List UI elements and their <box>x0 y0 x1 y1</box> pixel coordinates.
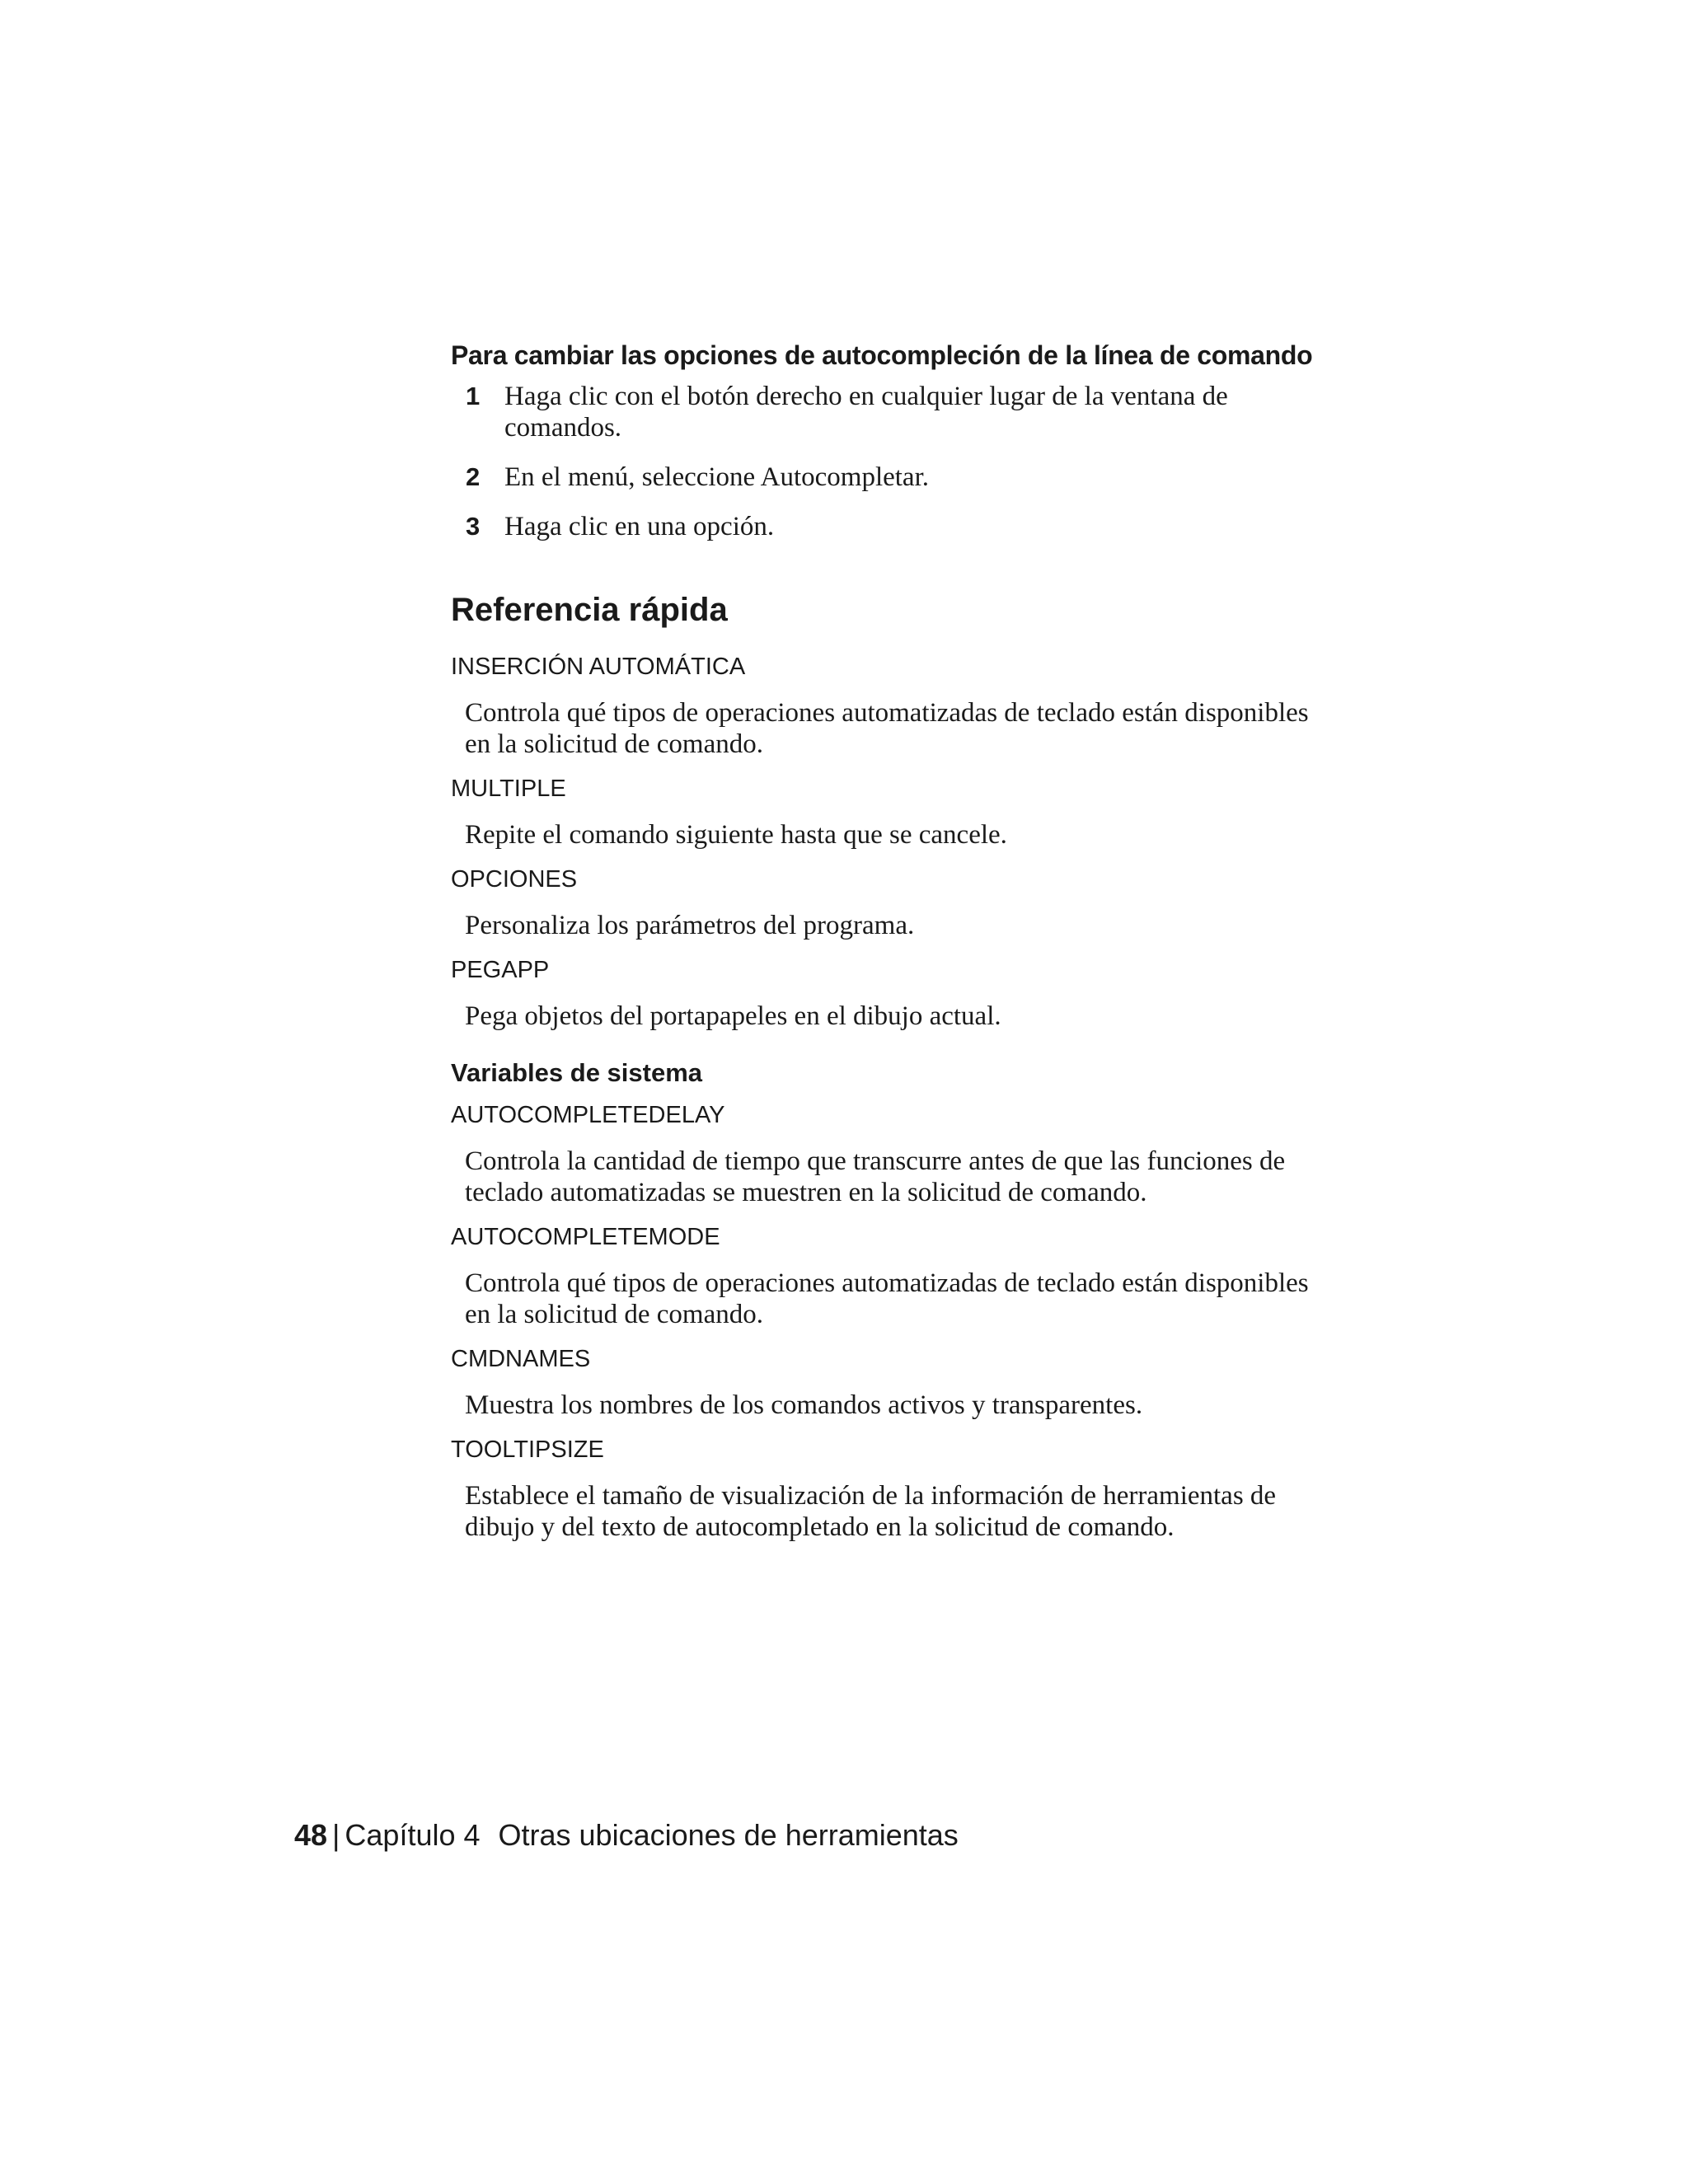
commands-list <box>451 651 1341 1032</box>
step-item <box>451 511 1341 542</box>
footer-separator: | <box>332 1818 340 1852</box>
sysvar-description: Controla qué tipos de operaciones automatizadas de teclado están disponibles en la solicitud de comando. <box>465 1268 1309 1329</box>
command-description: Controla qué tipos de operaciones automatizadas de teclado están disponibles en la solicitud de comando. <box>465 698 1309 759</box>
sysvar-term: CMDNAMES <box>451 1346 591 1372</box>
step-number: 1 <box>466 382 481 410</box>
command-description: Repite el comando siguiente hasta que se cancele. <box>465 820 1007 850</box>
chapter-title: Otras ubicaciones de herramientas <box>498 1818 959 1852</box>
sysvars-list <box>451 1099 1341 1543</box>
command-description: Pega objetos del portapapeles en el dibujo actual. <box>465 1001 1001 1031</box>
subheading-system-variables: Variables de sistema <box>451 1058 703 1087</box>
sysvar-description: Establece el tamaño de visualización de la información de herramientas de dibujo y del texto de autocompletado en la solicitud de comando. <box>465 1481 1277 1542</box>
page-content <box>451 338 1341 1556</box>
sysvar-term: TOOLTIPSIZE <box>451 1436 604 1463</box>
page-number: 48 <box>294 1818 328 1852</box>
step-item <box>451 462 1341 493</box>
sysvar-term: AUTOCOMPLETEMODE <box>451 1224 720 1250</box>
sysvar-description: Controla la cantidad de tiempo que transcurre antes de que las funciones de teclado automatizadas se muestren en la solicitud de comando. <box>465 1146 1286 1207</box>
page-footer <box>294 1817 959 1854</box>
step-text: Haga clic en una opción. <box>504 512 775 541</box>
command-term: MULTIPLE <box>451 776 566 802</box>
sysvar-term: AUTOCOMPLETEDELAY <box>451 1102 725 1128</box>
sysvar-description: Muestra los nombres de los comandos activos y transparentes. <box>465 1390 1143 1420</box>
step-text: En el menú, seleccione Autocompletar. <box>504 462 929 492</box>
command-term: INSERCIÓN AUTOMÁTICA <box>451 654 746 680</box>
chapter-label: Capítulo 4 <box>345 1818 481 1852</box>
command-description: Personaliza los parámetros del programa. <box>465 911 915 940</box>
section-heading-quick-reference: Referencia rápida <box>451 592 728 628</box>
procedure-steps <box>451 381 1341 542</box>
procedure-title: Para cambiar las opciones de autocompleción de la línea de comando <box>451 340 1313 370</box>
command-term: OPCIONES <box>451 866 578 893</box>
step-number: 2 <box>466 462 481 491</box>
command-term: PEGAPP <box>451 957 550 983</box>
step-number: 3 <box>466 512 481 541</box>
step-item <box>451 381 1341 443</box>
step-text: Haga clic con el botón derecho en cualquier lugar de la ventana de comandos. <box>504 382 1228 443</box>
